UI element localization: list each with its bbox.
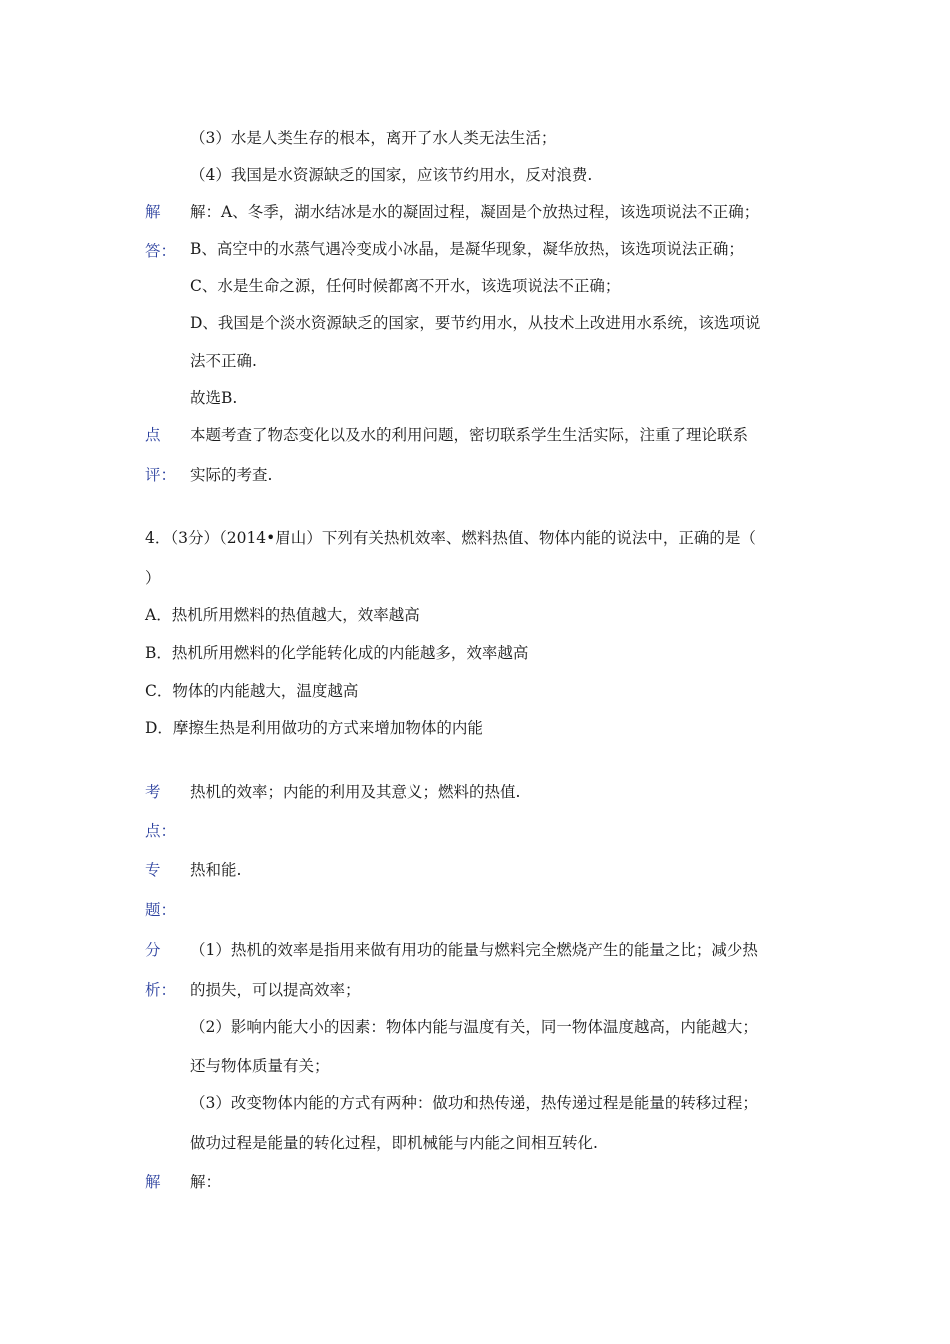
jieda-label-1: 解: [145, 1173, 161, 1191]
fenxi-label-1: 分: [145, 941, 161, 959]
option-d: D．摩擦生热是利用做功的方式来增加物体的内能: [145, 719, 483, 737]
zhuanti-text: 热和能.: [190, 861, 242, 879]
answer-label-1: 解: [145, 203, 161, 221]
fenxi-line-4: 还与物体质量有关；: [190, 1057, 330, 1075]
answer-label-2: 答：: [145, 242, 177, 260]
comment-label-2: 评：: [145, 466, 177, 484]
answer-line-6: 故选B.: [190, 389, 238, 407]
kaodian-label-1: 考: [145, 783, 161, 801]
comment-line-1: 本题考查了物态变化以及水的利用问题，密切联系学生生活实际，注重了理论联系: [190, 426, 749, 444]
fenxi-line-6: 做功过程是能量的转化过程，即机械能与内能之间相互转化.: [190, 1134, 598, 1152]
answer-line-5: 法不正确.: [190, 352, 257, 370]
kaodian-text: 热机的效率；内能的利用及其意义；燃料的热值.: [190, 783, 521, 801]
analysis-item-3: （3）水是人类生存的根本，离开了水人类无法生活；: [190, 129, 557, 147]
answer-line-1: 解：A、冬季，湖水结冰是水的凝固过程，凝固是个放热过程，该选项说法不正确；: [190, 203, 760, 221]
kaodian-label-2: 点：: [145, 822, 177, 840]
fenxi-line-5: （3）改变物体内能的方式有两种：做功和热传递，热传递过程是能量的转移过程；: [190, 1094, 758, 1112]
question-stem-end: ）: [145, 569, 161, 587]
comment-label-1: 点: [145, 426, 161, 444]
answer-line-4: D、我国是个淡水资源缺乏的国家，要节约用水，从技术上改进用水系统，该选项说: [190, 314, 761, 332]
comment-line-2: 实际的考查.: [190, 466, 273, 484]
answer-line-2: B、高空中的水蒸气遇冷变成小冰晶，是凝华现象，凝华放热，该选项说法正确；: [190, 240, 744, 258]
fenxi-line-1: （1）热机的效率是指用来做有用功的能量与燃料完全燃烧产生的能量之比；减少热: [190, 941, 758, 959]
zhuanti-label-1: 专: [145, 861, 161, 879]
zhuanti-label-2: 题：: [145, 901, 177, 919]
analysis-item-4: （4）我国是水资源缺乏的国家，应该节约用水，反对浪费.: [190, 166, 593, 184]
fenxi-line-2: 的损失，可以提高效率；: [190, 981, 361, 999]
jieda-text: 解：: [190, 1173, 222, 1191]
question-stem: 4．（3分）（2014•眉山）下列有关热机效率、燃料热值、物体内能的说法中，正确的是（: [145, 529, 756, 547]
fenxi-label-2: 析：: [145, 981, 177, 999]
option-b: B．热机所用燃料的化学能转化成的内能越多，效率越高: [145, 644, 529, 662]
answer-line-3: C、水是生命之源，任何时候都离不开水，该选项说法不正确；: [190, 277, 621, 295]
fenxi-line-3: （2）影响内能大小的因素：物体内能与温度有关，同一物体温度越高，内能越大；: [190, 1018, 758, 1036]
option-a: A．热机所用燃料的热值越大，效率越高: [145, 606, 420, 624]
option-c: C．物体的内能越大，温度越高: [145, 682, 359, 700]
